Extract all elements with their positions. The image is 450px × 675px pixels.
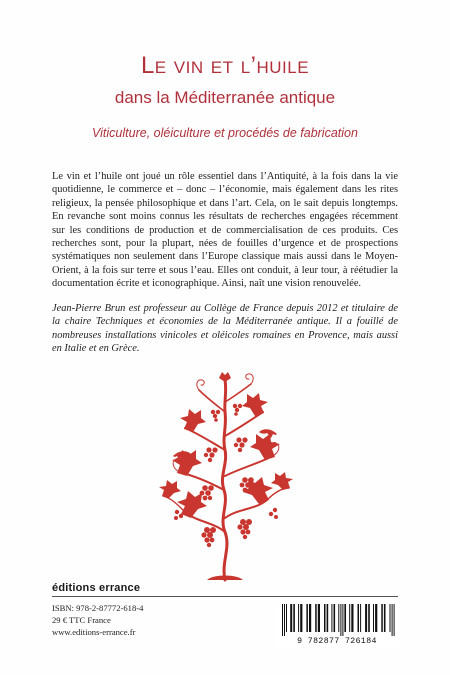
barcode-bar (282, 604, 283, 636)
barcode-bar (309, 604, 311, 632)
barcode-bar (384, 604, 386, 632)
barcode-bar (284, 604, 285, 636)
book-title-line-2: dans la Méditerranée antique (114, 88, 336, 107)
divider (52, 596, 398, 597)
barcode-bar (344, 604, 346, 632)
isbn-barcode (276, 602, 398, 647)
barcode-digits: 9 782877 726184 (297, 637, 377, 646)
barcode-bar (360, 604, 361, 632)
barcode-bar (318, 604, 320, 632)
barcode-bar (331, 604, 332, 632)
barcode-bar (293, 604, 295, 632)
barcode-bar (358, 604, 360, 632)
barcode-bar (365, 604, 367, 632)
barcode-bar (300, 604, 302, 632)
book-title: Le vin et l’huile (140, 52, 310, 79)
barcode-bar (286, 604, 287, 632)
barcode-bar (298, 604, 299, 632)
barcode-bar (394, 604, 395, 636)
vine-tree-icon (155, 372, 295, 582)
barcode-bar (338, 604, 339, 632)
barcode-bar (390, 604, 391, 632)
barcode-bars-icon (280, 604, 396, 636)
barcode-bar (327, 604, 329, 632)
barcode-bar (315, 604, 317, 632)
book-subtitle: Viticulture, oléiculture et procédés de fabrication (92, 126, 358, 140)
barcode-bar (290, 604, 292, 632)
barcode-bar (334, 604, 336, 632)
barcode-bar (324, 604, 326, 632)
barcode-bar (306, 604, 308, 632)
barcode-bar (375, 604, 377, 632)
barcode-bar (392, 604, 393, 636)
barcode-bar (340, 604, 341, 636)
price: 29 € TTC France (52, 615, 111, 625)
blurb-paragraph: Le vin et l’huile ont joué un rôle essentiel dans l’Antiquité, à la fois dans la vie quotidienne, le commerce et – donc – l’économie, mais également dans les rites religieux, la pensée philosophique et dans l’art. Cela, on le sait depuis longtemps. En revanche sont moins connus les résultats de recherches engagées récemment sur les conditions de production et de commercialisation de ces produits. Ces recherches sont, pour la plupart, nées de fouilles d’urgence et de prospections systématiques non seulement dans l’Europe classique mais aussi dans le Moyen-Orient, à la fois sur terre et sous l’eau. Elles ont conduit, à leur tour, à réétudier la documentation écrite et iconographique. Ainsi, naît une vision renouvelée. (52, 171, 398, 290)
isbn: ISBN: 978-2-87772-618-4 (52, 603, 144, 613)
author-bio-paragraph: Jean-Pierre Brun est professeur au Collège de France depuis 2012 et titulaire de la chaire Techniques et économies de la Méditerranée antique. Il a fouillé de nombreuses installations vinicoles et oléicoles romaines en Provence, mais aussi en Italie et en Grèce. (52, 303, 398, 355)
barcode-bar (342, 604, 343, 636)
website-link[interactable]: www.editions-errance.fr (52, 627, 136, 637)
barcode-bar (381, 604, 383, 632)
barcode-bar (368, 604, 370, 632)
barcode-bar (351, 604, 353, 632)
publisher-name: éditions errance (52, 582, 141, 594)
barcode-bar (373, 604, 374, 632)
barcode-bar (349, 604, 350, 632)
